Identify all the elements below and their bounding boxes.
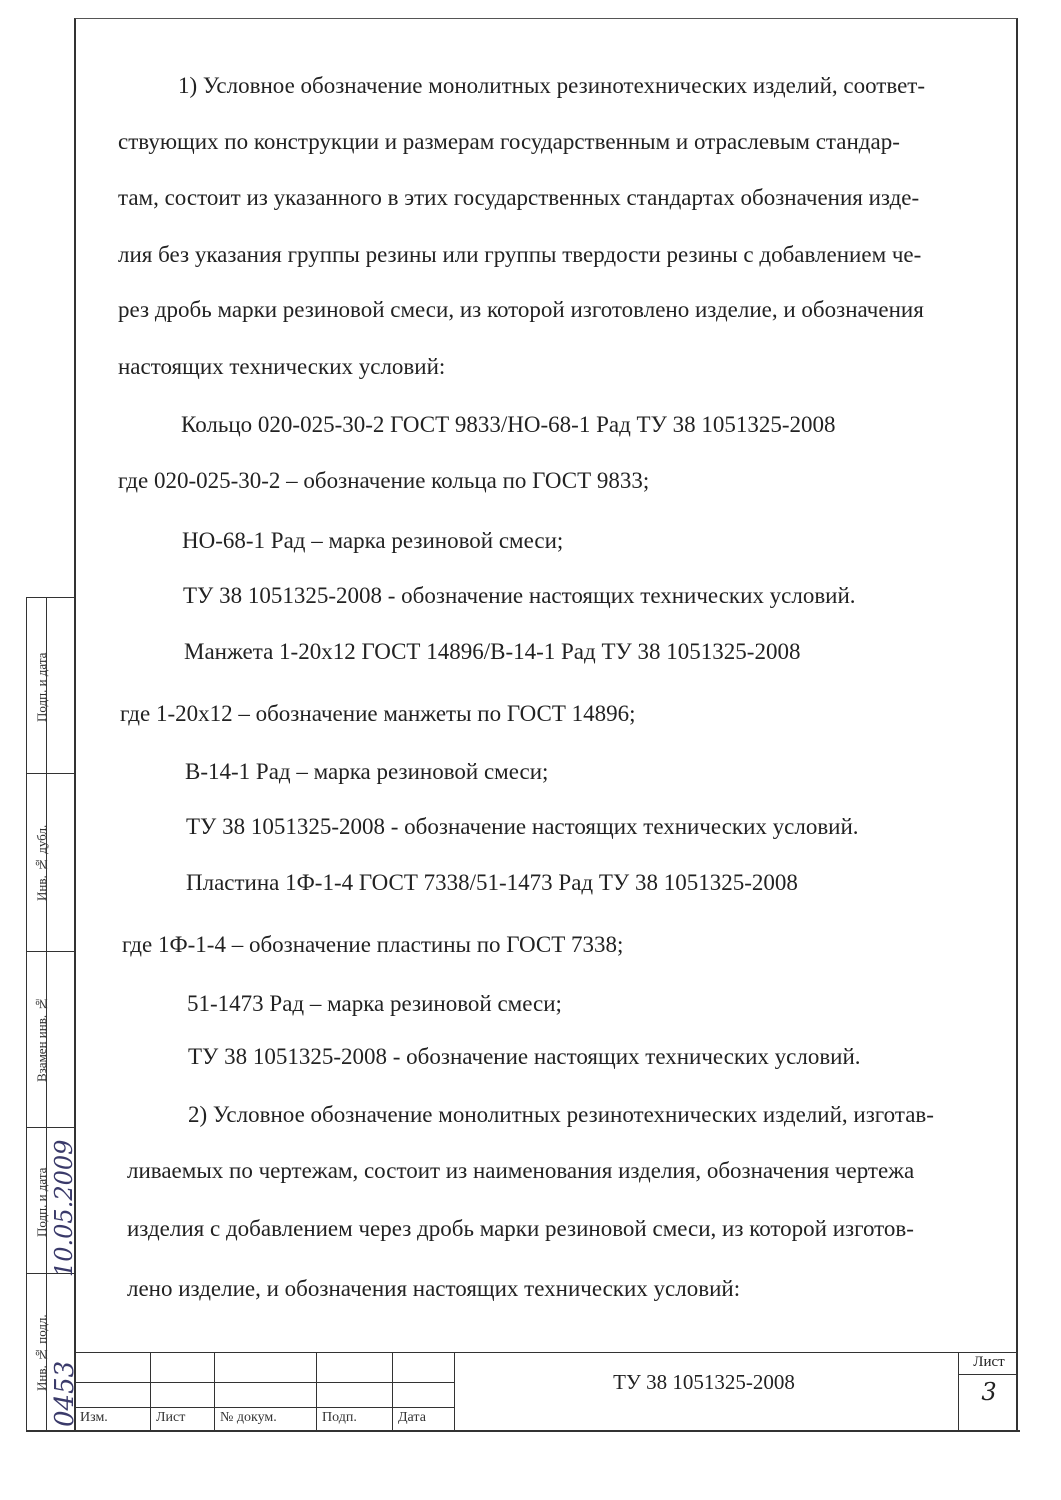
handwritten-inventory-number: 0453 xyxy=(50,1360,80,1427)
column-label-signature: Подп. xyxy=(322,1410,357,1425)
sheet-number: 3 xyxy=(981,1378,997,1406)
side-stamp-block xyxy=(26,597,80,1430)
margin-label: Подп. и дата xyxy=(34,1167,49,1237)
tb-line xyxy=(74,1382,454,1383)
column-label-change: Изм. xyxy=(80,1410,108,1425)
column-label-date: Дата xyxy=(398,1410,426,1425)
tb-line xyxy=(74,1352,1018,1353)
margin-label: Инв. № дубл. xyxy=(34,824,49,902)
side-divider xyxy=(26,951,74,952)
column-label-document-number: № докум. xyxy=(220,1410,277,1425)
handwritten-date: 10.05.2009 xyxy=(50,1139,78,1277)
side-divider xyxy=(26,597,74,598)
tb-line xyxy=(958,1352,959,1430)
tb-line xyxy=(958,1374,1018,1375)
side-divider xyxy=(26,773,74,774)
sheet-label: Лист xyxy=(973,1354,1005,1370)
margin-label: Взамен инв. № xyxy=(34,996,49,1082)
tb-line xyxy=(150,1352,151,1430)
tb-line xyxy=(316,1352,317,1430)
side-divider xyxy=(26,597,27,1430)
frame-bottom-line xyxy=(26,1430,1020,1432)
document-code: ТУ 38 1051325-2008 xyxy=(613,1370,795,1394)
column-label-sheet: Лист xyxy=(156,1410,186,1425)
tb-line xyxy=(392,1352,393,1430)
margin-label: Подп. и дата xyxy=(34,652,49,722)
tb-line xyxy=(74,1407,454,1408)
tb-line xyxy=(214,1352,215,1430)
title-block xyxy=(74,1352,1018,1430)
margin-label: Инв. № подл. xyxy=(34,1314,49,1392)
